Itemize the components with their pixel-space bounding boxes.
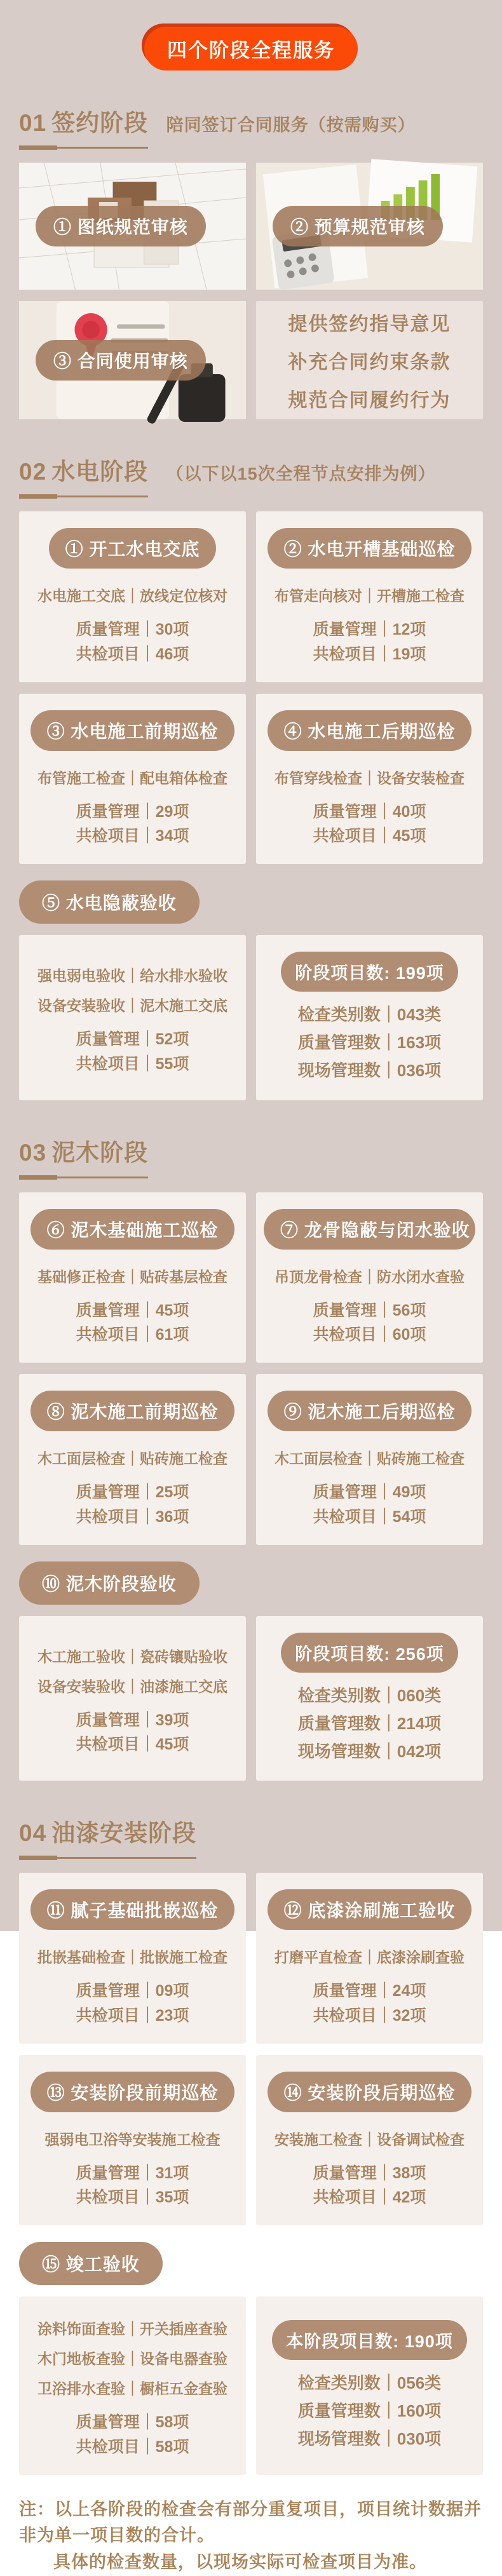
stage3-final-detail-2: 设备安装验收｜油漆施工交底 — [37, 1678, 227, 1695]
stage3-card-3-stats — [76, 1480, 189, 1530]
note-line-2: 具体的检查数量，以现场实际可检查项目为准。 — [53, 2552, 427, 2572]
stage3-card-2 — [256, 1192, 483, 1363]
stage2-card-1-title: ① 开工水电交底 — [49, 528, 217, 569]
section-03-number: 03 — [19, 1139, 47, 1166]
section-04-title — [19, 1814, 196, 1859]
stat-check-categories: 检查类别数｜043类 — [297, 1005, 442, 1024]
section-02-header — [19, 452, 483, 497]
stage2-final-pill: ⑤ 水电隐蔽验收 — [19, 880, 200, 924]
stage2-card-2-stats — [313, 617, 426, 667]
stage2-card-2-detail: 布管走向核对｜开槽施工检查 — [275, 588, 465, 604]
stat-quality: 质量管理｜52项 — [76, 1030, 189, 1049]
stage3-card-4 — [256, 1374, 483, 1545]
stage3-card-3 — [19, 1374, 246, 1545]
photo-contract-seal — [19, 301, 246, 419]
stage2-final-detail-2: 设备安装验收｜泥木施工交底 — [37, 997, 227, 1015]
section-01-title — [19, 104, 148, 149]
stage2-final-detail-1: 强电弱电验收｜给水排水验收 — [37, 968, 227, 985]
stat-joint-check: 共检项目｜42项 — [313, 2188, 426, 2207]
stage2-card-2 — [256, 511, 483, 682]
stage4-card-3-detail: 强弱电卫浴等安装施工检查 — [44, 2131, 220, 2148]
section-03-title — [19, 1133, 148, 1178]
stat-joint-check: 共检项目｜34项 — [76, 827, 189, 846]
info-line-3: 规范合同履约行为 — [288, 390, 451, 411]
stage3-card-1 — [19, 1192, 246, 1363]
stage4-card-2-title: ⑫ 底漆涂刷施工验收 — [268, 1889, 472, 1930]
stat-joint-check: 共检项目｜46项 — [76, 645, 189, 663]
stage4-card-4 — [256, 2055, 483, 2226]
stage4-card-4-stats — [313, 2161, 426, 2211]
stage2-card-4-stats — [313, 800, 426, 849]
stat-joint-check: 共检项目｜45项 — [76, 1736, 189, 1754]
section-03-header — [19, 1133, 483, 1178]
stat-quality-count: 质量管理数｜214项 — [297, 1713, 442, 1733]
photo-blueprint-model — [19, 163, 246, 290]
stage3-card-2-title: ⑦ 龙骨隐蔽与闭水验收 — [264, 1209, 475, 1250]
stage2-summary-pill: 阶段项目数: 199项 — [281, 952, 458, 992]
stage4-card-2-detail: 打磨平直检查｜底漆涂刷查验 — [275, 1949, 465, 1966]
photo-budget-calculator — [256, 163, 483, 290]
signing-guidance-box — [256, 301, 483, 419]
stat-joint-check: 共检项目｜61项 — [76, 1326, 189, 1344]
stat-quality-count: 质量管理数｜163项 — [297, 1033, 442, 1053]
photo-label-contract-review: ③ 合同使用审核 — [36, 340, 206, 381]
stage4-card-3 — [19, 2055, 246, 2226]
stage4-summary-stats — [298, 2369, 441, 2453]
stage3-card-4-detail: 木工面层检查｜贴砖施工检查 — [275, 1450, 465, 1467]
stat-site-count: 现场管理数｜042项 — [297, 1741, 442, 1761]
stage4-card-1-stats — [76, 1979, 189, 2028]
stage4-final-detail-3: 卫浴排水查验｜橱柜五金查验 — [37, 2380, 227, 2397]
stat-check-categories: 检查类别数｜060类 — [297, 1685, 442, 1705]
stage2-card-1 — [19, 511, 246, 682]
stat-quality: 质量管理｜38项 — [313, 2164, 426, 2182]
section-02-title — [19, 452, 148, 497]
section-02-subtitle: （以下以15次全程节点安排为例） — [166, 464, 436, 483]
stage4-final-pill: ⑮ 竣工验收 — [19, 2242, 163, 2285]
section-01-name: 签约阶段 — [51, 110, 149, 136]
stage2-card-2-title: ② 水电开槽基础巡检 — [268, 528, 472, 569]
stage4-card-1-detail: 批嵌基础检查｜批嵌施工检查 — [37, 1949, 227, 1966]
section-01-number: 01 — [19, 110, 47, 136]
section-03-name: 泥木阶段 — [51, 1139, 149, 1166]
stat-joint-check: 共检项目｜60项 — [313, 1326, 426, 1344]
photo-label-budget-review: ② 预算规范审核 — [273, 206, 443, 246]
title-badge: 四个阶段全程服务 — [144, 27, 358, 71]
stat-quality: 质量管理｜12项 — [313, 621, 426, 638]
stat-joint-check: 共检项目｜55项 — [76, 1055, 189, 1073]
section-02-name: 水电阶段 — [51, 459, 149, 485]
stat-quality-count: 质量管理数｜160项 — [297, 2401, 442, 2420]
stage4-final-detail-2: 木门地板查验｜设备电器查验 — [37, 2350, 227, 2368]
stage2-card-3 — [19, 694, 246, 865]
stage3-card-2-detail: 吊顶龙骨检查｜防水闭水查验 — [275, 1268, 465, 1285]
stat-joint-check: 共检项目｜32项 — [313, 2006, 426, 2025]
stage4-card-2 — [256, 1873, 483, 2044]
stage2-card-3-detail: 布管施工检查｜配电箱体检查 — [37, 769, 227, 786]
section-04-name: 油漆安装阶段 — [51, 1820, 197, 1847]
stat-site-count: 现场管理数｜036项 — [297, 1061, 442, 1081]
stage2-card-3-stats — [76, 800, 189, 849]
stage4-card-3-stats — [76, 2161, 189, 2211]
stage3-summary-pill: 阶段项目数: 256项 — [281, 1633, 458, 1673]
stage4-final-card — [19, 2296, 246, 2475]
stage4-card-4-title: ⑭ 安装阶段后期巡检 — [268, 2072, 472, 2112]
stage4-card-1-title: ⑪ 腻子基础批嵌巡检 — [31, 1889, 235, 1930]
stage3-final-stats — [76, 1708, 189, 1758]
stage4-card-4-detail: 安装施工检查｜设备调试检查 — [275, 2131, 465, 2148]
stage3-summary-card — [256, 1616, 483, 1781]
stage3-card-1-stats — [76, 1298, 189, 1348]
stat-site-count: 现场管理数｜030项 — [297, 2429, 442, 2448]
stage4-card-3-title: ⑬ 安装阶段前期巡检 — [31, 2072, 235, 2112]
stat-joint-check: 共检项目｜58项 — [76, 2438, 189, 2456]
stage3-card-1-detail: 基础修正检查｜贴砖基层检查 — [37, 1268, 227, 1285]
stage2-card-4-title: ④ 水电施工后期巡检 — [268, 710, 472, 751]
stage3-card-2-stats — [313, 1298, 426, 1348]
section-02-number: 02 — [19, 459, 47, 485]
stat-quality: 质量管理｜31项 — [76, 2164, 189, 2182]
stat-quality: 质量管理｜39项 — [76, 1711, 189, 1729]
stat-check-categories: 检查类别数｜056类 — [297, 2373, 442, 2392]
stage3-summary-stats — [298, 1682, 441, 1766]
stat-joint-check: 共检项目｜23项 — [76, 2006, 189, 2025]
footer-notes — [19, 2497, 483, 2576]
note-line-1: 注：以上各阶段的检查会有部分重复项目，项目统计数据并非为单一项目数的合计。 — [19, 2499, 482, 2546]
stat-quality: 质量管理｜09项 — [76, 1982, 189, 2000]
stat-quality: 质量管理｜40项 — [313, 802, 426, 821]
section-04-number: 04 — [19, 1820, 47, 1847]
info-line-2: 补充合同约束条款 — [288, 352, 451, 373]
stage4-final-stats — [76, 2410, 189, 2460]
stage3-card-4-title: ⑨ 泥木施工后期巡检 — [268, 1391, 472, 1431]
stat-joint-check: 共检项目｜35项 — [76, 2188, 189, 2207]
stat-quality: 质量管理｜25项 — [76, 1483, 189, 1502]
stage4-final-detail-1: 涂料饰面查验｜开关插座查验 — [37, 2321, 227, 2338]
stat-quality: 质量管理｜29项 — [76, 802, 189, 821]
section-04-header — [19, 1814, 483, 1859]
stat-joint-check: 共检项目｜45项 — [313, 827, 426, 846]
stage3-final-detail-1: 木工施工验收｜瓷砖镶贴验收 — [37, 1648, 227, 1665]
stage2-card-1-stats — [76, 617, 189, 667]
stage2-card-4 — [256, 694, 483, 865]
stage3-final-pill: ⑩ 泥木阶段验收 — [19, 1561, 200, 1605]
stage2-card-4-detail: 布管穿线检查｜设备安装检查 — [275, 769, 465, 786]
stat-joint-check: 共检项目｜19项 — [313, 645, 426, 663]
stage3-card-3-title: ⑧ 泥木施工前期巡检 — [31, 1391, 235, 1431]
stat-quality: 质量管理｜49项 — [313, 1483, 426, 1502]
stage4-card-2-stats — [313, 1979, 426, 2028]
info-line-1: 提供签约指导意见 — [288, 314, 451, 335]
section-01-header — [19, 104, 483, 149]
stage3-card-3-detail: 木工面层检查｜贴砖施工检查 — [37, 1450, 227, 1467]
stage2-final-stats — [76, 1027, 189, 1077]
stat-quality: 质量管理｜45项 — [76, 1301, 189, 1319]
stat-quality: 质量管理｜30项 — [76, 621, 189, 638]
stat-quality: 质量管理｜24项 — [313, 1982, 426, 2000]
stage4-summary-card — [256, 2296, 483, 2475]
stage2-summary-card — [256, 935, 483, 1100]
stage4-summary-pill: 本阶段项目数: 190项 — [272, 2320, 467, 2360]
stage2-card-1-detail: 水电施工交底｜放线定位核对 — [37, 588, 227, 604]
stat-quality: 质量管理｜58项 — [76, 2413, 189, 2432]
stage2-card-3-title: ③ 水电施工前期巡检 — [31, 710, 235, 751]
stage4-card-1 — [19, 1873, 246, 2044]
stage2-summary-stats — [298, 1001, 441, 1085]
stage2-final-card — [19, 935, 246, 1100]
stat-joint-check: 共检项目｜36项 — [76, 1507, 189, 1526]
stage3-final-card — [19, 1616, 246, 1781]
stat-joint-check: 共检项目｜54项 — [313, 1507, 426, 1526]
photo-label-drawing-review: ① 图纸规范审核 — [36, 206, 206, 246]
stage3-card-4-stats — [313, 1480, 426, 1530]
stat-quality: 质量管理｜56项 — [313, 1301, 426, 1319]
section-01-subtitle: 陪同签订合同服务（按需购买） — [166, 116, 416, 135]
stage3-card-1-title: ⑥ 泥木基础施工巡检 — [31, 1209, 235, 1250]
